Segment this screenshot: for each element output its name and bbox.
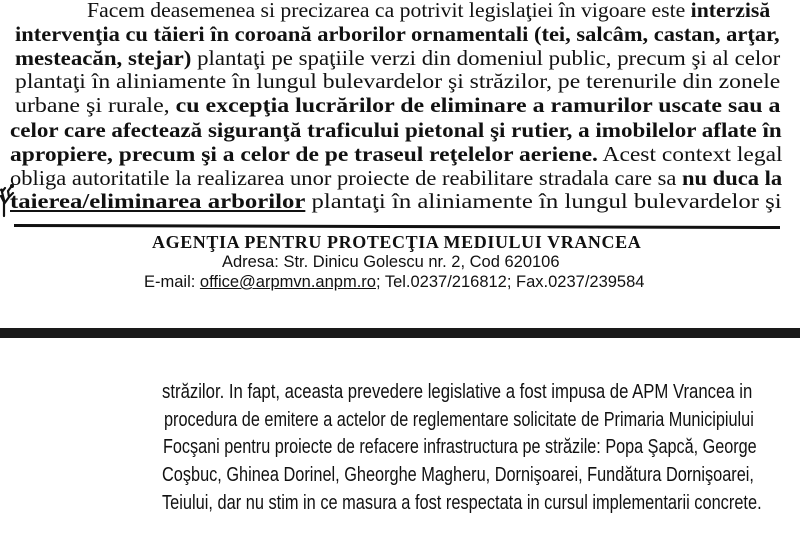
page-separator — [0, 328, 800, 338]
paragraph-line — [10, 118, 782, 142]
bold-run: nu duca la — [681, 166, 783, 190]
text-run: plantaţi în aliniamente în lungul bulevardelor şi — [305, 189, 782, 213]
bold-run: taierea/eliminarea arborilor — [10, 189, 306, 213]
document-page-bottom — [0, 338, 800, 534]
page2-line: Focşani pentru proiecte de refacere infrastructura pe străzile: Popa Şapcă, George — [163, 436, 757, 458]
text-run: plantaţi pe spaţiile verzi din domeniul public, precum şi al celor — [191, 46, 781, 70]
page2-line: Teiului, dar nu stim in ce masura a fost respectata in cursul implementarii concrete. — [162, 492, 762, 514]
paragraph-line — [15, 46, 780, 70]
bold-run: cu excepţia lucrărilor de eliminare a ramurilor uscate sau a — [175, 93, 781, 117]
paragraph-line — [10, 189, 782, 213]
agency-name: AGENŢIA PENTRU PROTECŢIA MEDIULUI VRANCEA — [152, 232, 642, 252]
paragraph-line — [15, 93, 780, 117]
paragraph-line — [10, 142, 783, 166]
page2-line: Coşbuc, Ghinea Dorinel, Gheorghe Magheru, Dornişoarei, Fundătura Dornişoarei, — [162, 464, 754, 486]
email-label: E-mail: — [144, 273, 200, 291]
page2-line: procedura de emitere a actelor de reglementare solicitate de Primaria Municipiului — [164, 409, 754, 431]
text-run: obliga autoritatile la realizarea unor proiecte de reabilitare stradala care sa — [10, 166, 682, 190]
email-link[interactable]: office@arpmvn.anpm.ro — [199, 273, 376, 291]
paragraph-line — [87, 0, 770, 22]
bold-run: celor care afectează siguranţă traficului pietonal şi rutier, a imobilelor aflate în — [10, 118, 782, 142]
bold-run: mesteacăn, stejar) — [15, 46, 192, 70]
bold-run: apropiere, precum şi a celor de pe traseul reţelelor aeriene. — [10, 142, 598, 166]
text-run: Facem deasemenea si precizarea ca potrivit legislaţiei în vigoare este — [87, 0, 691, 22]
text-run: Acest context legal — [597, 142, 783, 166]
bold-run: intervenţia cu tăieri în coroană arborilor ornamentali (tei, salcâm, castan, arţar, — [15, 22, 780, 46]
text-run: urbane şi rurale, — [15, 93, 176, 117]
bold-run: interzisă — [690, 0, 771, 22]
text-run: plantaţi în aliniamente în lungul bulevardelor şi străzilor, pe terenurile din zonele — [15, 69, 781, 93]
paragraph-line — [15, 69, 780, 93]
page2-line: străzilor. In fapt, aceasta prevedere legislative a fost impusa de APM Vrancea in — [162, 381, 753, 403]
paragraph-line — [10, 166, 782, 190]
footer-divider — [14, 224, 780, 229]
agency-address: Adresa: Str. Dinicu Golescu nr. 2, Cod 620106 — [222, 253, 560, 271]
phone-fax: ; Tel.0237/216812; Fax.0237/239584 — [375, 273, 645, 291]
agency-contacts — [144, 273, 644, 292]
paragraph-line — [15, 22, 780, 46]
